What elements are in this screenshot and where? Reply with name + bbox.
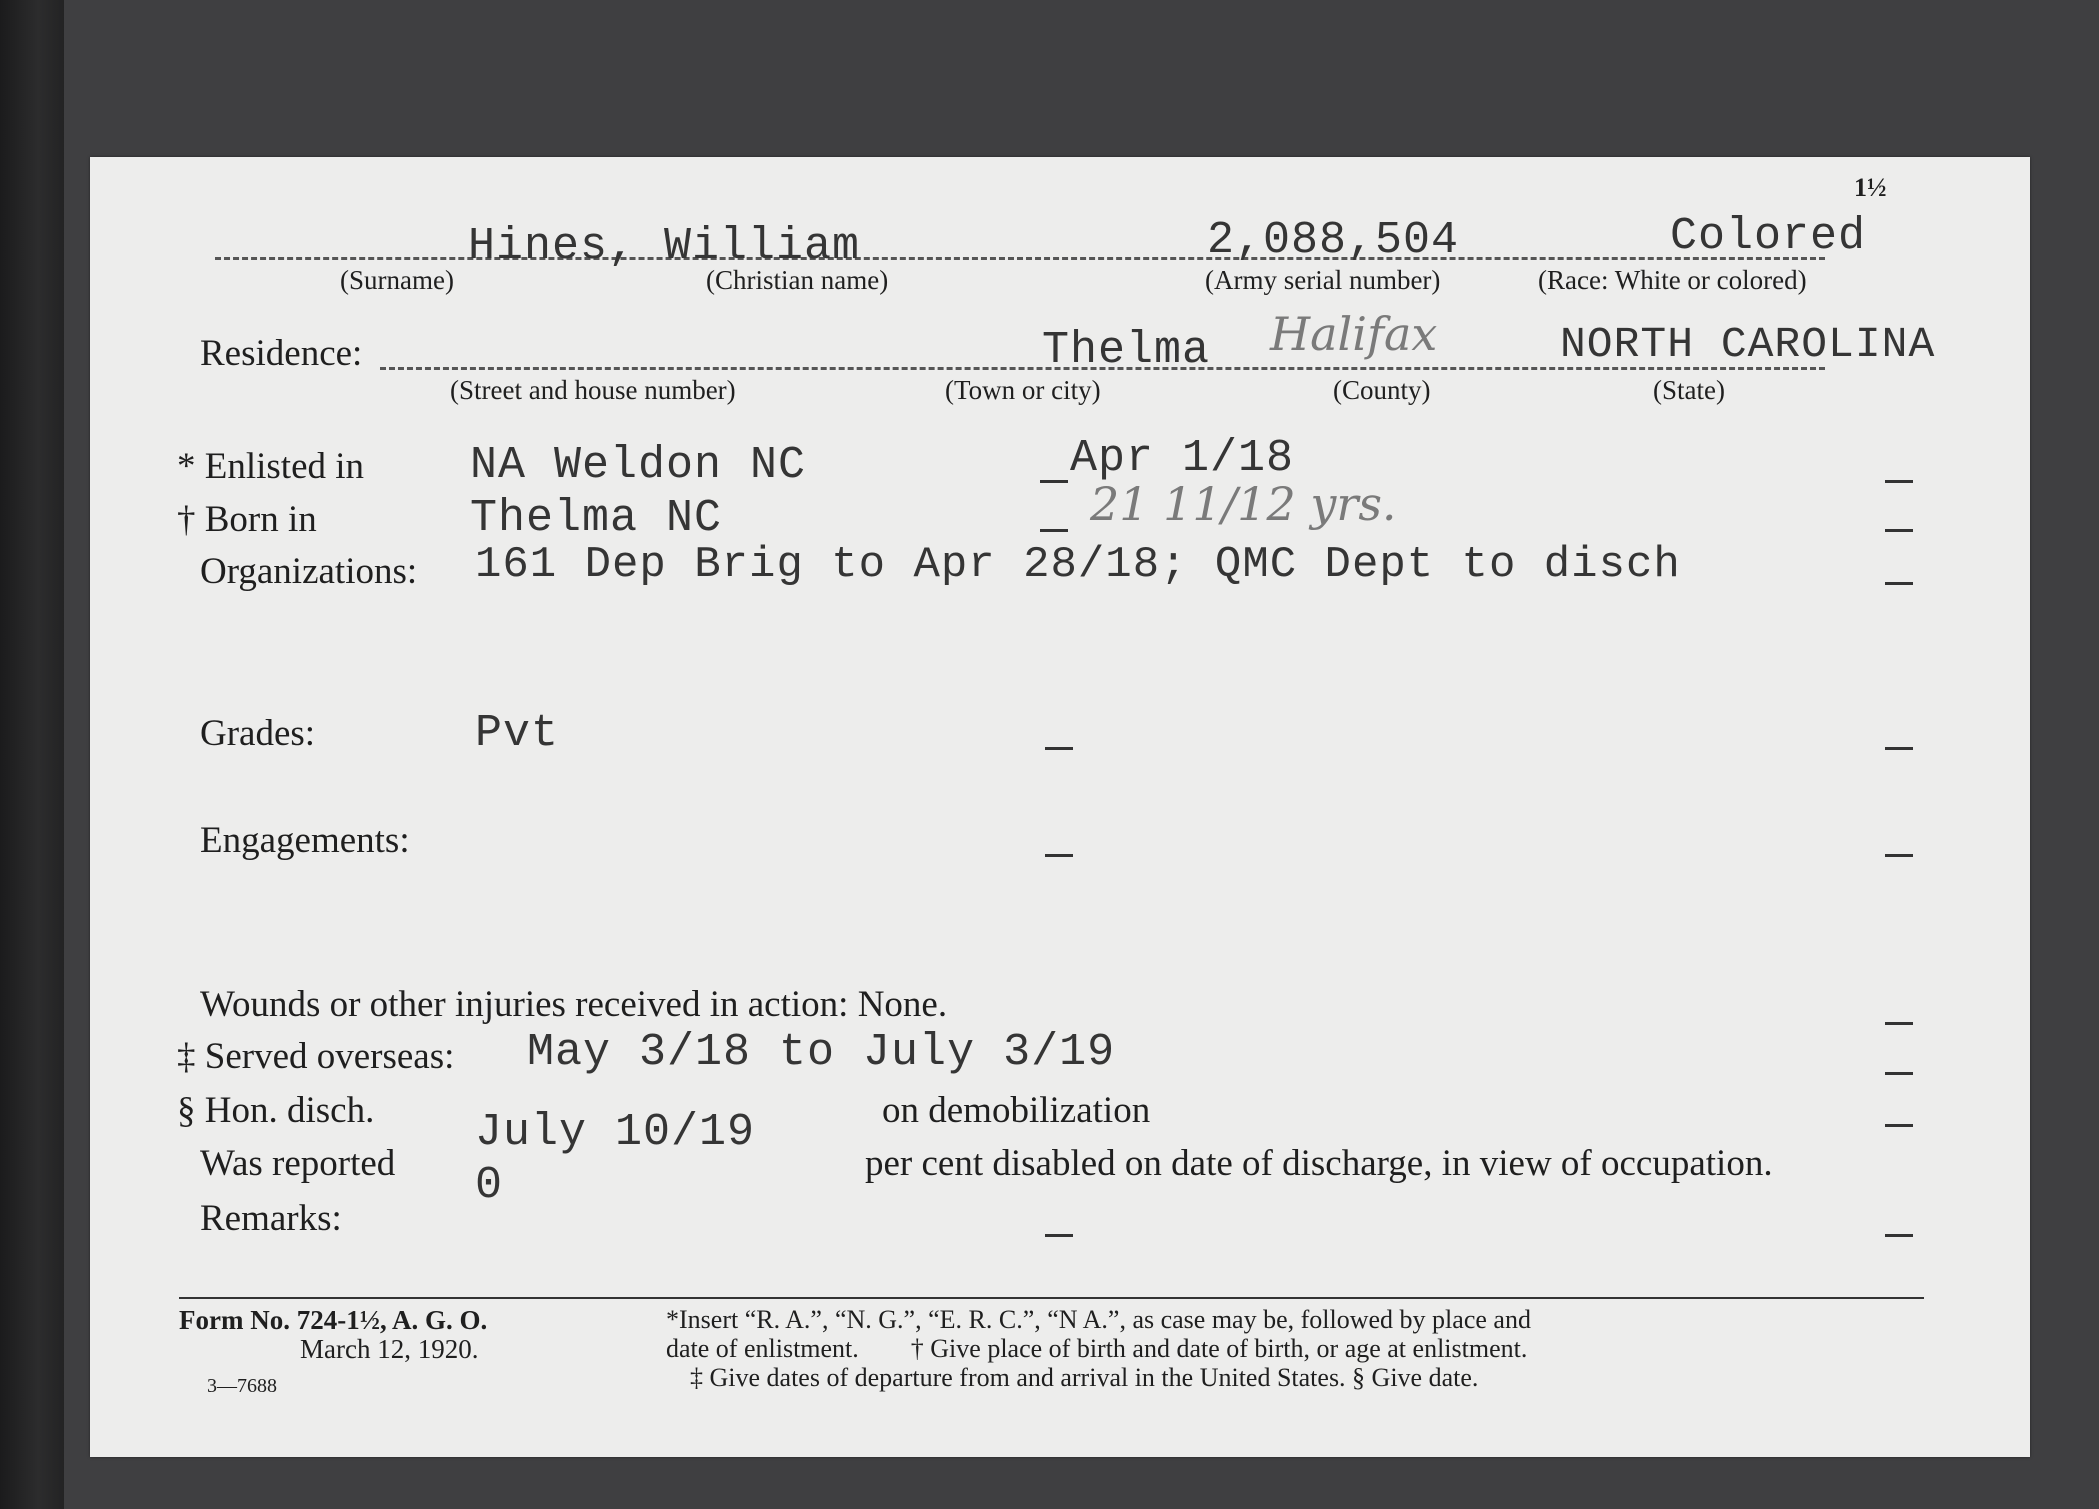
footnote-line-3: ‡ Give dates of departure from and arrival in the United States. § Give date. xyxy=(690,1363,1479,1392)
caption-town: (Town or city) xyxy=(945,375,1101,405)
grades-value: Pvt xyxy=(475,708,560,759)
race-value: Colored xyxy=(1670,211,1867,262)
enlisted-place: NA Weldon NC xyxy=(470,440,807,491)
dash xyxy=(1885,582,1913,585)
remarks-label: Remarks: xyxy=(200,1198,342,1239)
form-number: Form No. 724-1½, A. G. O. xyxy=(179,1305,488,1335)
caption-county: (County) xyxy=(1333,375,1431,405)
born-label: † Born in xyxy=(177,499,317,540)
enlisted-label: * Enlisted in xyxy=(177,446,365,487)
dash xyxy=(1885,1234,1913,1237)
dash xyxy=(1885,854,1913,857)
residence-county: Halifax xyxy=(1270,307,1438,361)
page-fraction: 1½ xyxy=(1854,173,1887,202)
service-record-card xyxy=(90,157,2030,1457)
name-line xyxy=(215,257,1825,260)
dash xyxy=(1885,747,1913,750)
residence-state: NORTH CAROLINA xyxy=(1560,320,1936,369)
dash xyxy=(1040,480,1068,483)
hon-disch-note: on demobilization xyxy=(882,1090,1151,1131)
caption-christian-name: (Christian name) xyxy=(706,265,889,295)
dash xyxy=(1885,480,1913,483)
caption-serial: (Army serial number) xyxy=(1205,265,1441,295)
hon-disch-date: July 10/19 xyxy=(475,1107,756,1158)
footer-rule xyxy=(179,1297,1924,1299)
residence-label: Residence: xyxy=(200,333,363,374)
caption-street: (Street and house number) xyxy=(450,375,736,405)
caption-race: (Race: White or colored) xyxy=(1538,265,1807,295)
organizations-value: 161 Dep Brig to Apr 28/18; QMC Dept to disch xyxy=(475,540,1681,590)
born-place: Thelma NC xyxy=(470,493,723,544)
dash xyxy=(1045,1234,1073,1237)
hon-disch-label: § Hon. disch. xyxy=(177,1090,375,1131)
dash xyxy=(1885,1072,1913,1075)
grades-label: Grades: xyxy=(200,713,316,754)
engagements-label: Engagements: xyxy=(200,820,410,861)
residence-town: Thelma xyxy=(1042,325,1211,376)
served-overseas-label: ‡ Served overseas: xyxy=(177,1036,455,1077)
dash xyxy=(1045,854,1073,857)
dash xyxy=(1885,1022,1913,1025)
disability-note: per cent disabled on date of discharge, in view of occupation. xyxy=(865,1143,1773,1184)
print-number: 3—7688 xyxy=(207,1375,277,1397)
dash xyxy=(1040,529,1068,532)
dash xyxy=(1885,1124,1913,1127)
enlisted-date: Apr 1/18 xyxy=(1070,433,1295,484)
dash xyxy=(1885,529,1913,532)
caption-surname: (Surname) xyxy=(340,265,454,295)
dash xyxy=(1045,747,1073,750)
form-date: March 12, 1920. xyxy=(300,1334,479,1364)
wounds-line: Wounds or other injuries received in action: None. xyxy=(200,984,948,1025)
disability-percent: 0 xyxy=(475,1160,504,1211)
age-at-enlistment: 21 11/12 yrs. xyxy=(1090,477,1397,531)
binder-edge xyxy=(0,0,64,1509)
army-serial-number: 2,088,504 xyxy=(1207,215,1460,266)
footnote-line-1: *Insert “R. A.”, “N. G.”, “E. R. C.”, “N A.”, as case may be, followed by place and xyxy=(666,1305,1531,1334)
caption-state: (State) xyxy=(1653,375,1725,405)
surname-christian-name: Hines, William xyxy=(468,221,861,272)
was-reported-label: Was reported xyxy=(200,1143,396,1184)
footnote-line-2: date of enlistment. † Give place of birth and date of birth, or age at enlistment. xyxy=(666,1334,1528,1363)
organizations-label: Organizations: xyxy=(200,551,418,592)
served-overseas-value: May 3/18 to July 3/19 xyxy=(527,1027,1116,1078)
